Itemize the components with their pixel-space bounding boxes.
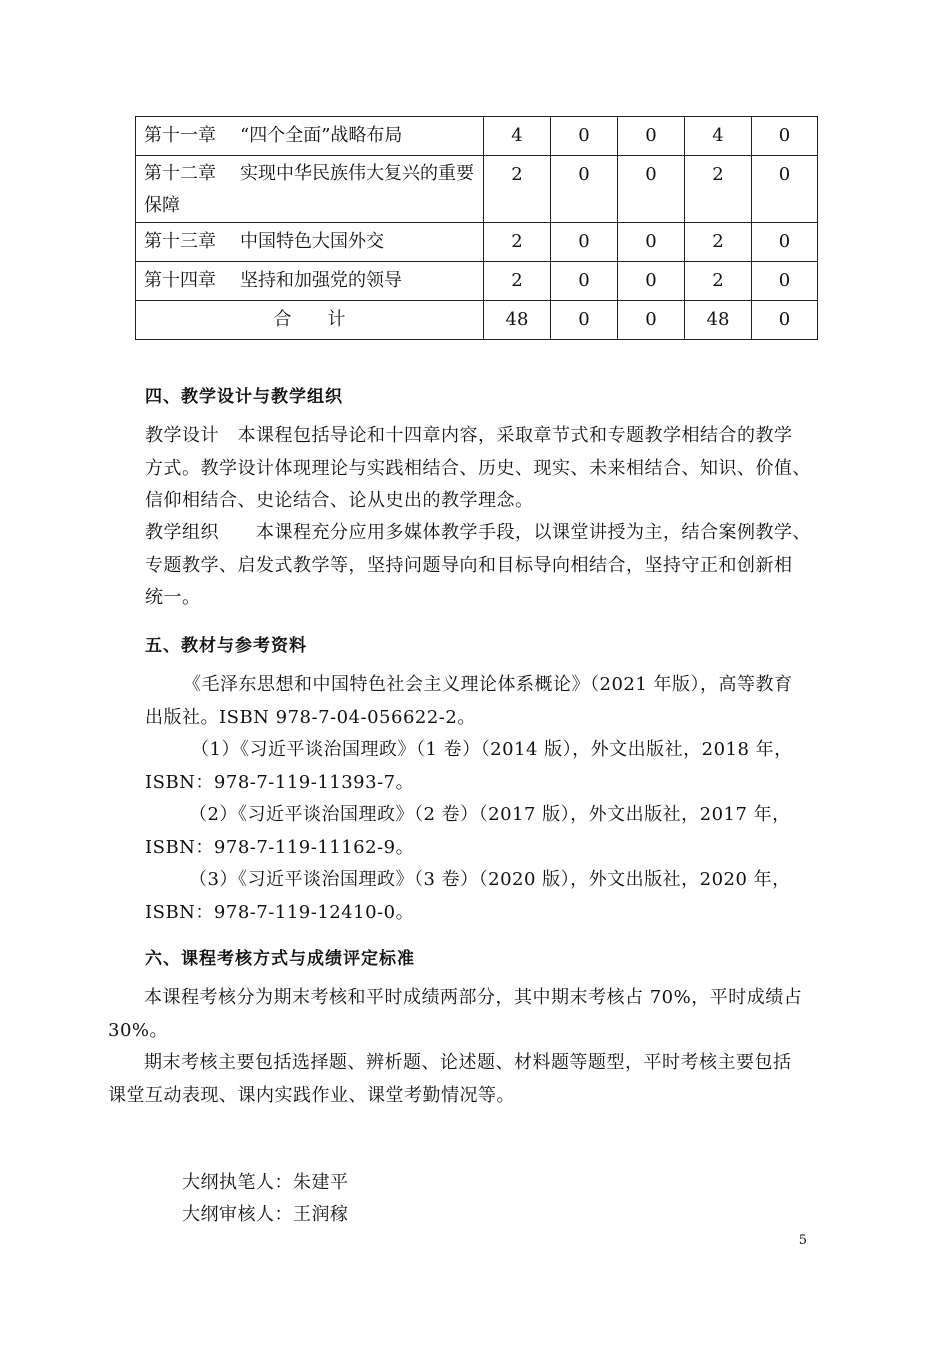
hours-cell: 0 xyxy=(618,117,685,156)
course-hours-table xyxy=(135,116,818,340)
section-heading-5: 五、教材与参考资料 xyxy=(145,636,307,656)
hours-cell: 2 xyxy=(484,262,551,301)
reference-line: ISBN：978-7-119-11393-7。 xyxy=(145,771,415,793)
table-total-row xyxy=(136,301,818,340)
total-cell: 48 xyxy=(484,301,551,340)
hours-cell: 0 xyxy=(618,223,685,262)
table-row xyxy=(136,156,818,223)
hours-cell: 2 xyxy=(484,156,551,223)
table-row xyxy=(136,117,818,156)
hours-cell: 0 xyxy=(551,262,618,301)
assessment-paragraph: 本课程考核分为期末考核和平时成绩两部分，其中期末考核占 70%，平时成绩占 30%。 期末考核主要包括选择题、辨析题、论述题、材料题等题型，平时考核主要包括 课堂互动表现、课内实践作业、课堂考勤情况等。 xyxy=(108,987,803,1106)
hours-cell: 0 xyxy=(752,156,818,223)
section-heading-6: 六、课程考核方式与成绩评定标准 xyxy=(145,949,415,969)
chapter-cell: 第十三章 中国特色大国外交 xyxy=(136,223,484,262)
hours-cell: 0 xyxy=(551,117,618,156)
total-cell: 0 xyxy=(618,301,685,340)
page-number: 5 xyxy=(798,1233,807,1248)
references-list xyxy=(145,669,793,929)
outline-writer: 大纲执笔人：朱建平 xyxy=(182,1172,349,1193)
hours-cell: 2 xyxy=(685,156,752,223)
section-heading-4: 四、教学设计与教学组织 xyxy=(145,387,343,407)
reference-line: ISBN：978-7-119-11162-9。 xyxy=(145,836,415,858)
hours-cell: 0 xyxy=(752,117,818,156)
table-row xyxy=(136,223,818,262)
total-cell: 0 xyxy=(551,301,618,340)
hours-cell: 2 xyxy=(685,223,752,262)
teaching-organization-paragraph: 教学组织 本课程充分应用多媒体教学手段，以课堂讲授为主，结合案例教学、 专题教学、启发式教学等，坚持问题导向和目标导向相结合，坚持守正和创新相 统一。 xyxy=(145,522,811,608)
reference-line: ISBN：978-7-119-12410-0。 xyxy=(145,901,415,923)
reference-line: 《毛泽东思想和中国特色社会主义理论体系概论》（2021 年版），高等教育 xyxy=(183,674,793,695)
chapter-cell: 第十四章 坚持和加强党的领导 xyxy=(136,262,484,301)
hours-cell: 2 xyxy=(685,262,752,301)
hours-cell: 4 xyxy=(685,117,752,156)
hours-cell: 0 xyxy=(618,262,685,301)
hours-cell: 0 xyxy=(551,223,618,262)
reference-line: （1）《习近平谈治国理政》（1 卷）（2014 版），外文出版社，2018 年， xyxy=(191,739,793,760)
outline-reviewer: 大纲审核人：王润稼 xyxy=(182,1204,349,1225)
hours-cell: 0 xyxy=(752,262,818,301)
total-cell: 48 xyxy=(685,301,752,340)
teaching-design-paragraph: 教学设计 本课程包括导论和十四章内容，采取章节式和专题教学相结合的教学 方式。教学设计体现理论与实践相结合、历史、现实、未来相结合、知识、价值、 信仰相结合、史论结合、论从史出的教学理念。 xyxy=(145,425,811,511)
hours-cell: 0 xyxy=(752,223,818,262)
table-row xyxy=(136,262,818,301)
chapter-cell: 第十二章 实现中华民族伟大复兴的重要保障 xyxy=(136,156,484,223)
reference-line: 出版社。ISBN 978-7-04-056622-2。 xyxy=(145,706,476,728)
total-cell: 0 xyxy=(752,301,818,340)
hours-cell: 0 xyxy=(618,156,685,223)
total-label: 合 计 xyxy=(136,301,484,340)
reference-line: （2）《习近平谈治国理政》（2 卷）（2017 版），外文出版社，2017 年， xyxy=(189,804,791,825)
hours-cell: 2 xyxy=(484,223,551,262)
hours-cell: 0 xyxy=(551,156,618,223)
hours-cell: 4 xyxy=(484,117,551,156)
chapter-cell: 第十一章 “四个全面”战略布局 xyxy=(136,117,484,156)
reference-line: （3）《习近平谈治国理政》（3 卷）（2020 版），外文出版社，2020 年， xyxy=(189,869,791,890)
